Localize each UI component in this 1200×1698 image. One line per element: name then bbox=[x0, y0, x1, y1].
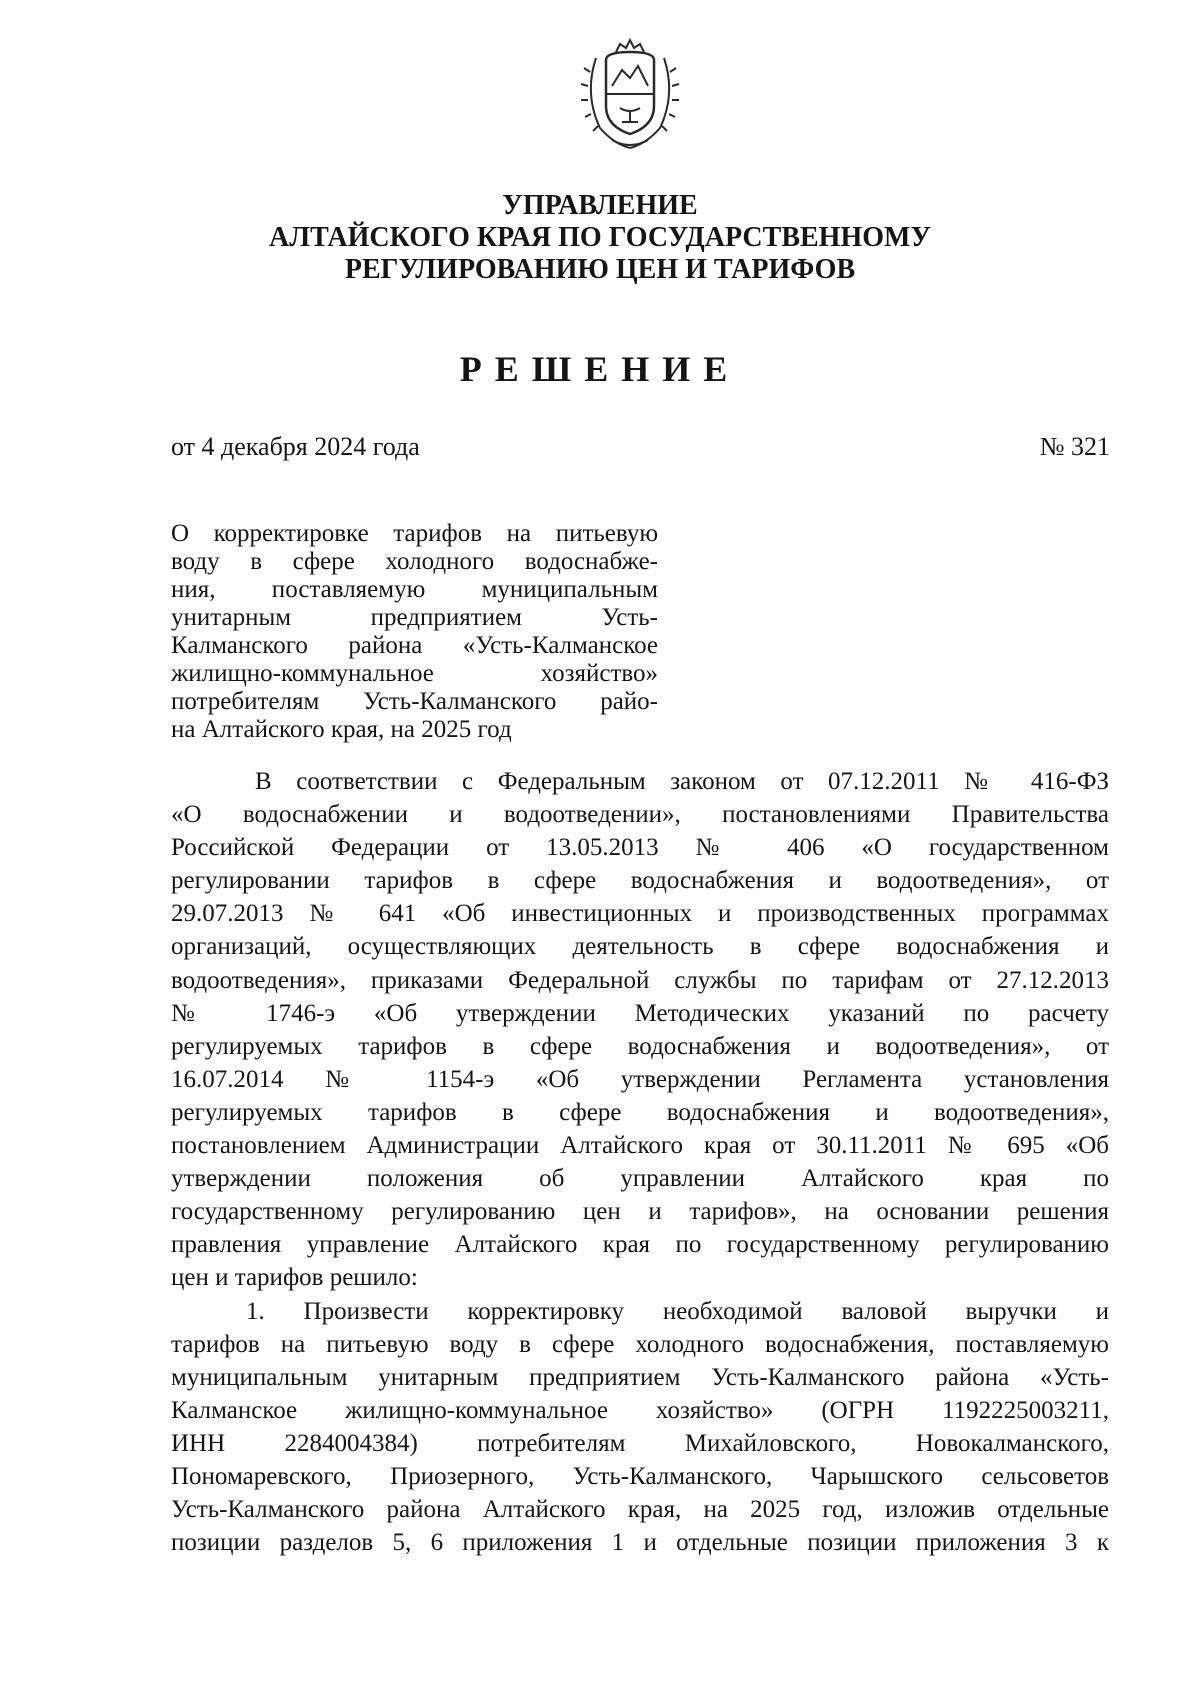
subject-line: ния, поставляемую муниципальным bbox=[171, 576, 658, 603]
preamble-line: правления управление Алтайского края по государственному регулированию bbox=[171, 1231, 1109, 1259]
subject-line: унитарным предприятием Усть- bbox=[171, 604, 658, 631]
subject-line: потребителям Усть-Калманского райо- bbox=[171, 688, 658, 715]
preamble-line: В соответствии с Федеральным законом от 07.12.2011 № 416-ФЗ bbox=[255, 768, 1109, 795]
subject-line: О корректировке тарифов на питьевую bbox=[171, 520, 658, 547]
authority-line: АЛТАЙСКОГО КРАЯ ПО ГОСУДАРСТВЕННОМУ bbox=[269, 222, 931, 253]
item-1-line: муниципальным унитарным предприятием Усть-Калманского района «Усть- bbox=[171, 1363, 1109, 1391]
preamble-line: постановлением Администрации Алтайского края от 30.11.2011 № 695 «Об bbox=[171, 1132, 1109, 1160]
preamble-line: организаций, осуществляющих деятельность в сфере водоснабжения и bbox=[171, 933, 1109, 961]
preamble-line: утверждении положения об управлении Алтайского края по bbox=[171, 1165, 1109, 1193]
subject-line: воду в сфере холодного водоснабже- bbox=[171, 548, 658, 575]
item-1-line: Калманское жилищно-коммунальное хозяйство» (ОГРН 1192225003211, bbox=[171, 1396, 1109, 1424]
preamble-line: водоотведения», приказами Федеральной службы по тарифам от 27.12.2013 bbox=[171, 966, 1109, 994]
subject-line: на Алтайского края, на 2025 год bbox=[171, 716, 512, 743]
coat-of-arms-emblem bbox=[576, 36, 684, 152]
item-1-line: позиции разделов 5, 6 приложения 1 и отдельные позиции приложения 3 к bbox=[171, 1529, 1109, 1557]
authority-line: РЕГУЛИРОВАНИЮ ЦЕН И ТАРИФОВ bbox=[344, 254, 856, 285]
authority-line: УПРАВЛЕНИЕ bbox=[502, 190, 698, 221]
subject-line: Калманского района «Усть-Калманское bbox=[171, 632, 658, 659]
preamble-line: регулируемых тарифов в сфере водоснабжения и водоотведения», bbox=[171, 1098, 1109, 1126]
document-type-title: РЕШЕНИЕ bbox=[459, 349, 741, 389]
preamble-line: регулируемых тарифов в сфере водоснабжения и водоотведения», от bbox=[171, 1032, 1109, 1060]
preamble-line: 16.07.2014 № 1154-э «Об утверждении Регламента установления bbox=[171, 1065, 1109, 1093]
issuing-authority bbox=[200, 190, 1000, 286]
preamble-line: 29.07.2013 № 641 «Об инвестиционных и производственных программах bbox=[171, 900, 1109, 928]
preamble-line: государственному регулированию цен и тарифов», на основании решения bbox=[171, 1198, 1109, 1226]
item-1-line: Пономаревского, Приозерного, Усть-Калманского, Чарышского сельсоветов bbox=[171, 1462, 1109, 1490]
item-1-line: тарифов на питьевую воду в сфере холодного водоснабжения, поставляемую bbox=[171, 1330, 1109, 1358]
item-1-line: 1. Произвести корректировку необходимой валовой выручки и bbox=[246, 1297, 1109, 1325]
preamble-line: «О водоснабжении и водоотведении», постановлениями Правительства bbox=[171, 801, 1109, 829]
decision-body bbox=[171, 765, 1109, 1559]
preamble-line: № 1746-э «Об утверждении Методических указаний по расчету bbox=[171, 999, 1109, 1027]
preamble-line: цен и тарифов решило: bbox=[171, 1264, 418, 1292]
subject-line: жилищно-коммунальное хозяйство» bbox=[171, 660, 658, 687]
item-1-line: ИНН 2284004384) потребителям Михайловского, Новокалманского, bbox=[171, 1429, 1109, 1457]
preamble-line: Российской Федерации от 13.05.2013 № 406 «О государственном bbox=[171, 834, 1109, 862]
preamble-line: регулировании тарифов в сфере водоснабжения и водоотведения», от bbox=[171, 867, 1109, 895]
decision-date: от 4 декабря 2024 года bbox=[171, 432, 420, 461]
subject-block bbox=[171, 520, 658, 744]
item-1-line: Усть-Калманского района Алтайского края, на 2025 год, изложив отдельные bbox=[171, 1496, 1109, 1524]
decision-number: № 321 bbox=[1039, 432, 1110, 461]
